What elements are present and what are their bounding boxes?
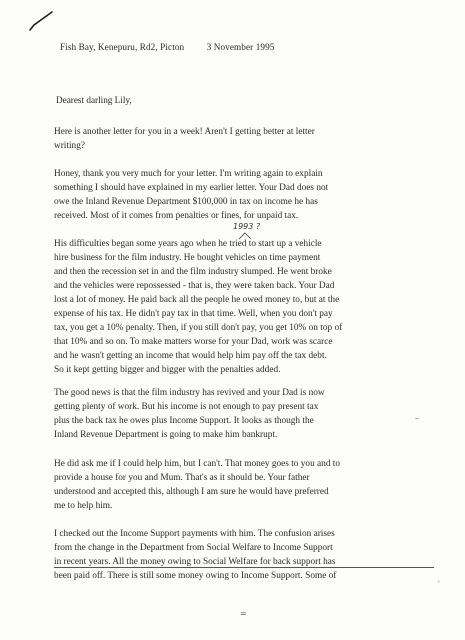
text-line: plus the back tax he owes plus Income Support. It looks as though the <box>54 416 314 426</box>
text-line: expense of his tax. He didn't pay tax in that time. Well, when you don't pay <box>54 309 333 319</box>
sender-address: Fish Bay, Kenepuru, Rd2, Picton <box>60 42 185 52</box>
text-line: I checked out the Income Support payments with him. The confusion arises <box>54 529 335 539</box>
text-line: So it kept getting bigger and bigger with the penalties added. <box>54 365 281 375</box>
handwritten-year-annotation: 1993 ? <box>233 222 261 231</box>
text-line: something I should have explained in my earlier letter. Your Dad does not <box>54 183 329 193</box>
pen-tick-mark: ′ <box>438 580 440 589</box>
letter-header <box>60 42 274 52</box>
text-line: The good news is that the film industry has revived and your Dad is now <box>54 388 325 398</box>
text-line: owe the Inland Revenue Department $100,000 in tax on income he has <box>54 197 318 207</box>
paragraph-2 <box>54 167 434 223</box>
strikethrough-line <box>54 567 434 568</box>
text-line: lost a lot of money. He paid back all the people he owed money to, but at the <box>54 295 340 305</box>
paragraph-3 <box>54 237 434 377</box>
pen-stroke-mark <box>28 8 58 32</box>
paragraph-6 <box>54 527 434 583</box>
text-line: received. Most of it comes from penalties or fines, for unpaid tax. <box>54 211 299 221</box>
text-line: and then the recession set in and the film industry slumped. He went broke <box>54 267 332 277</box>
text-line: His difficulties began some years ago when he tried to start up a vehicle <box>54 239 322 249</box>
text-line: He did ask me if I could help him, but I can't. That money goes to you and to <box>54 459 341 469</box>
text-line: that 10% and so on. To make matters worse for your Dad, work was scarce <box>54 337 333 347</box>
letter-greeting: Dearest darling Lily, <box>56 95 132 105</box>
text-line: tax, you get a 10% penalty. Then, if you still don't pay, you get 10% on top of <box>54 323 343 333</box>
text-line: getting plenty of work. But his income is not enough to pay present tax <box>54 402 319 412</box>
paragraph-4 <box>54 386 434 442</box>
text-line: understood and accepted this, although I am sure he would have preferred <box>54 487 329 497</box>
text-line: Here is another letter for you in a week! Aren't I getting better at letter <box>54 127 315 137</box>
letter-date: 3 November 1995 <box>206 42 275 52</box>
text-line: Honey, thank you very much for your letter. I'm writing again to explain <box>54 169 323 179</box>
text-line: and the vehicles were repossessed - that is, they were taken back. Your Dad <box>54 281 335 291</box>
text-line: Inland Revenue Department is going to make him bankrupt. <box>54 430 278 440</box>
pen-tick-mark: – <box>415 414 419 423</box>
text-line: writing? <box>54 141 85 151</box>
page-end-mark: = <box>240 609 247 618</box>
text-line: hire business for the film industry. He bought vehicles on time payment <box>54 253 321 263</box>
text-line: provide a house for you and Mum. That's as it should be. Your father <box>54 473 310 483</box>
text-line: from the change in the Department from Social Welfare to Income Support <box>54 543 333 553</box>
text-line: and he wasn't getting an income that would help him pay off the tax debt. <box>54 351 327 361</box>
text-line: been paid off. There is still some money owing to Income Support. Some of <box>54 571 337 581</box>
paragraph-1 <box>54 125 434 153</box>
text-line: in recent years. All the money owing to Social Welfare for back support has <box>54 557 336 567</box>
paragraph-5 <box>54 457 434 513</box>
text-line: me to help him. <box>54 501 113 511</box>
